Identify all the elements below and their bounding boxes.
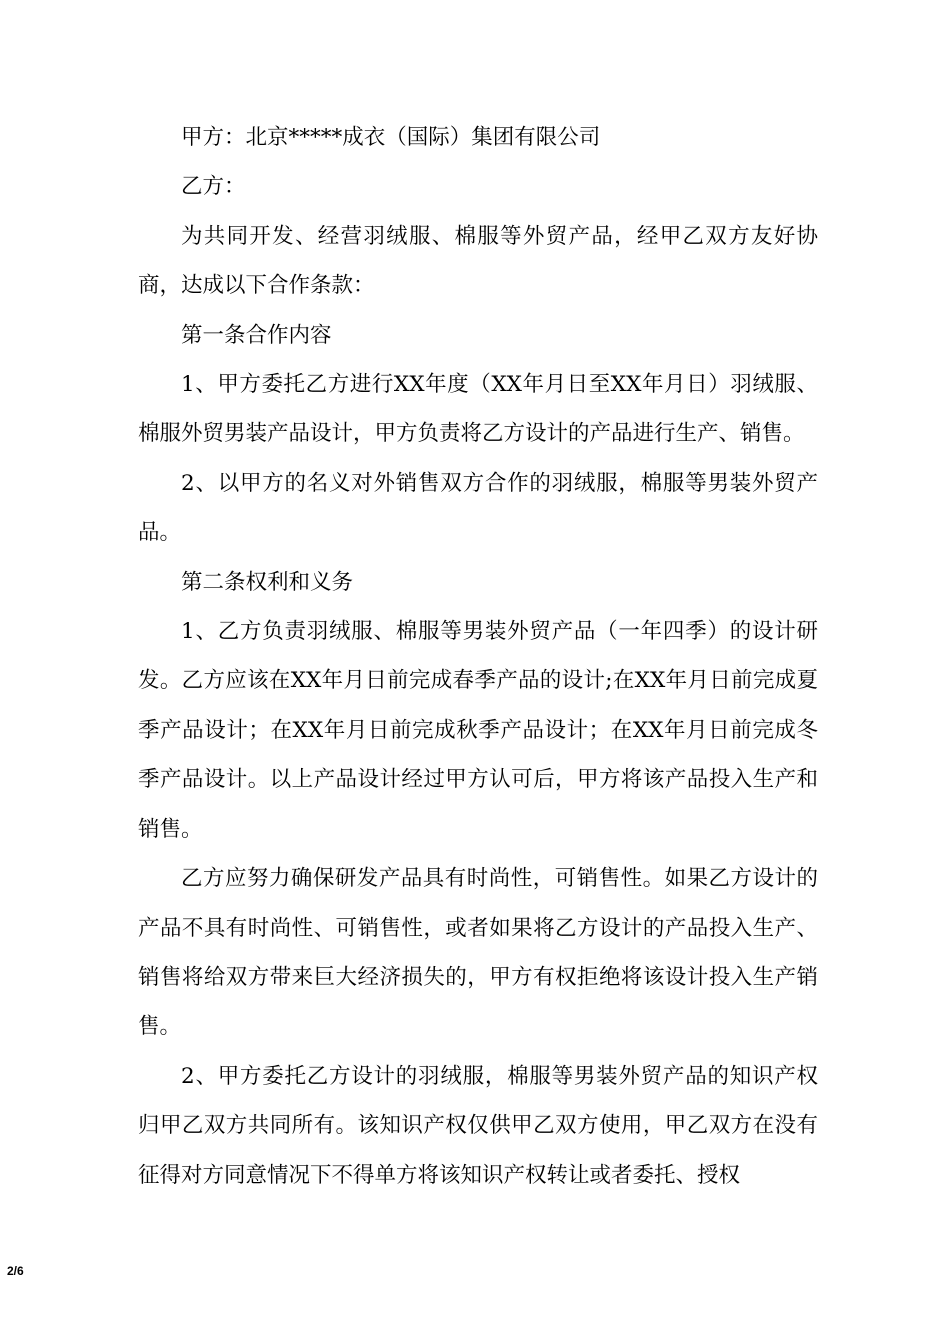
article-2-clause-2: 2、甲方委托乙方设计的羽绒服，棉服等男装外贸产品的知识产权归甲乙双方共同所有。该知识产权仅供甲乙双方使用，甲乙双方在没有征得对方同意情况下不得单方将该知识产权转让或者委托、授权	[138, 1063, 818, 1188]
article-2-clause-1: 1、乙方负责羽绒服、棉服等男装外贸产品（一年四季）的设计研发。乙方应该在XX年月日前完成春季产品的设计;在XX年月日前完成夏季产品设计；在XX年月日前完成秋季产品设计；在XX年月日前完成冬季产品设计。以上产品设计经过甲方认可后，甲方将该产品投入生产和销售。	[138, 619, 818, 842]
article-2-heading: 第二条权利和义务	[181, 569, 354, 595]
article-1-clause-1: 1、甲方委托乙方进行XX年度（XX年月日至XX年月日）羽绒服、棉服外贸男装产品设计，甲方负责将乙方设计的产品进行生产、销售。	[138, 372, 818, 447]
page-number: 2/6	[7, 1264, 24, 1278]
preamble-paragraph: 为共同开发、经营羽绒服、棉服等外贸产品，经甲乙双方友好协商，达成以下合作条款：	[138, 223, 818, 299]
party-a-line: 甲方：北京*****成衣（国际）集团有限公司	[181, 125, 601, 150]
article-1-clause-2: 2、以甲方的名义对外销售双方合作的羽绒服，棉服等男装外贸产品。	[138, 470, 818, 546]
party-b-line: 乙方：	[181, 174, 246, 200]
article-2-clause-1-cont: 乙方应努力确保研发产品具有时尚性，可销售性。如果乙方设计的产品不具有时尚性、可销售性，或者如果将乙方设计的产品投入生产、销售将给双方带来巨大经济损失的，甲方有权拒绝将该设计投入生产销售。	[138, 866, 818, 1040]
article-1-heading: 第一条合作内容	[181, 322, 332, 348]
document-body	[138, 113, 818, 1200]
